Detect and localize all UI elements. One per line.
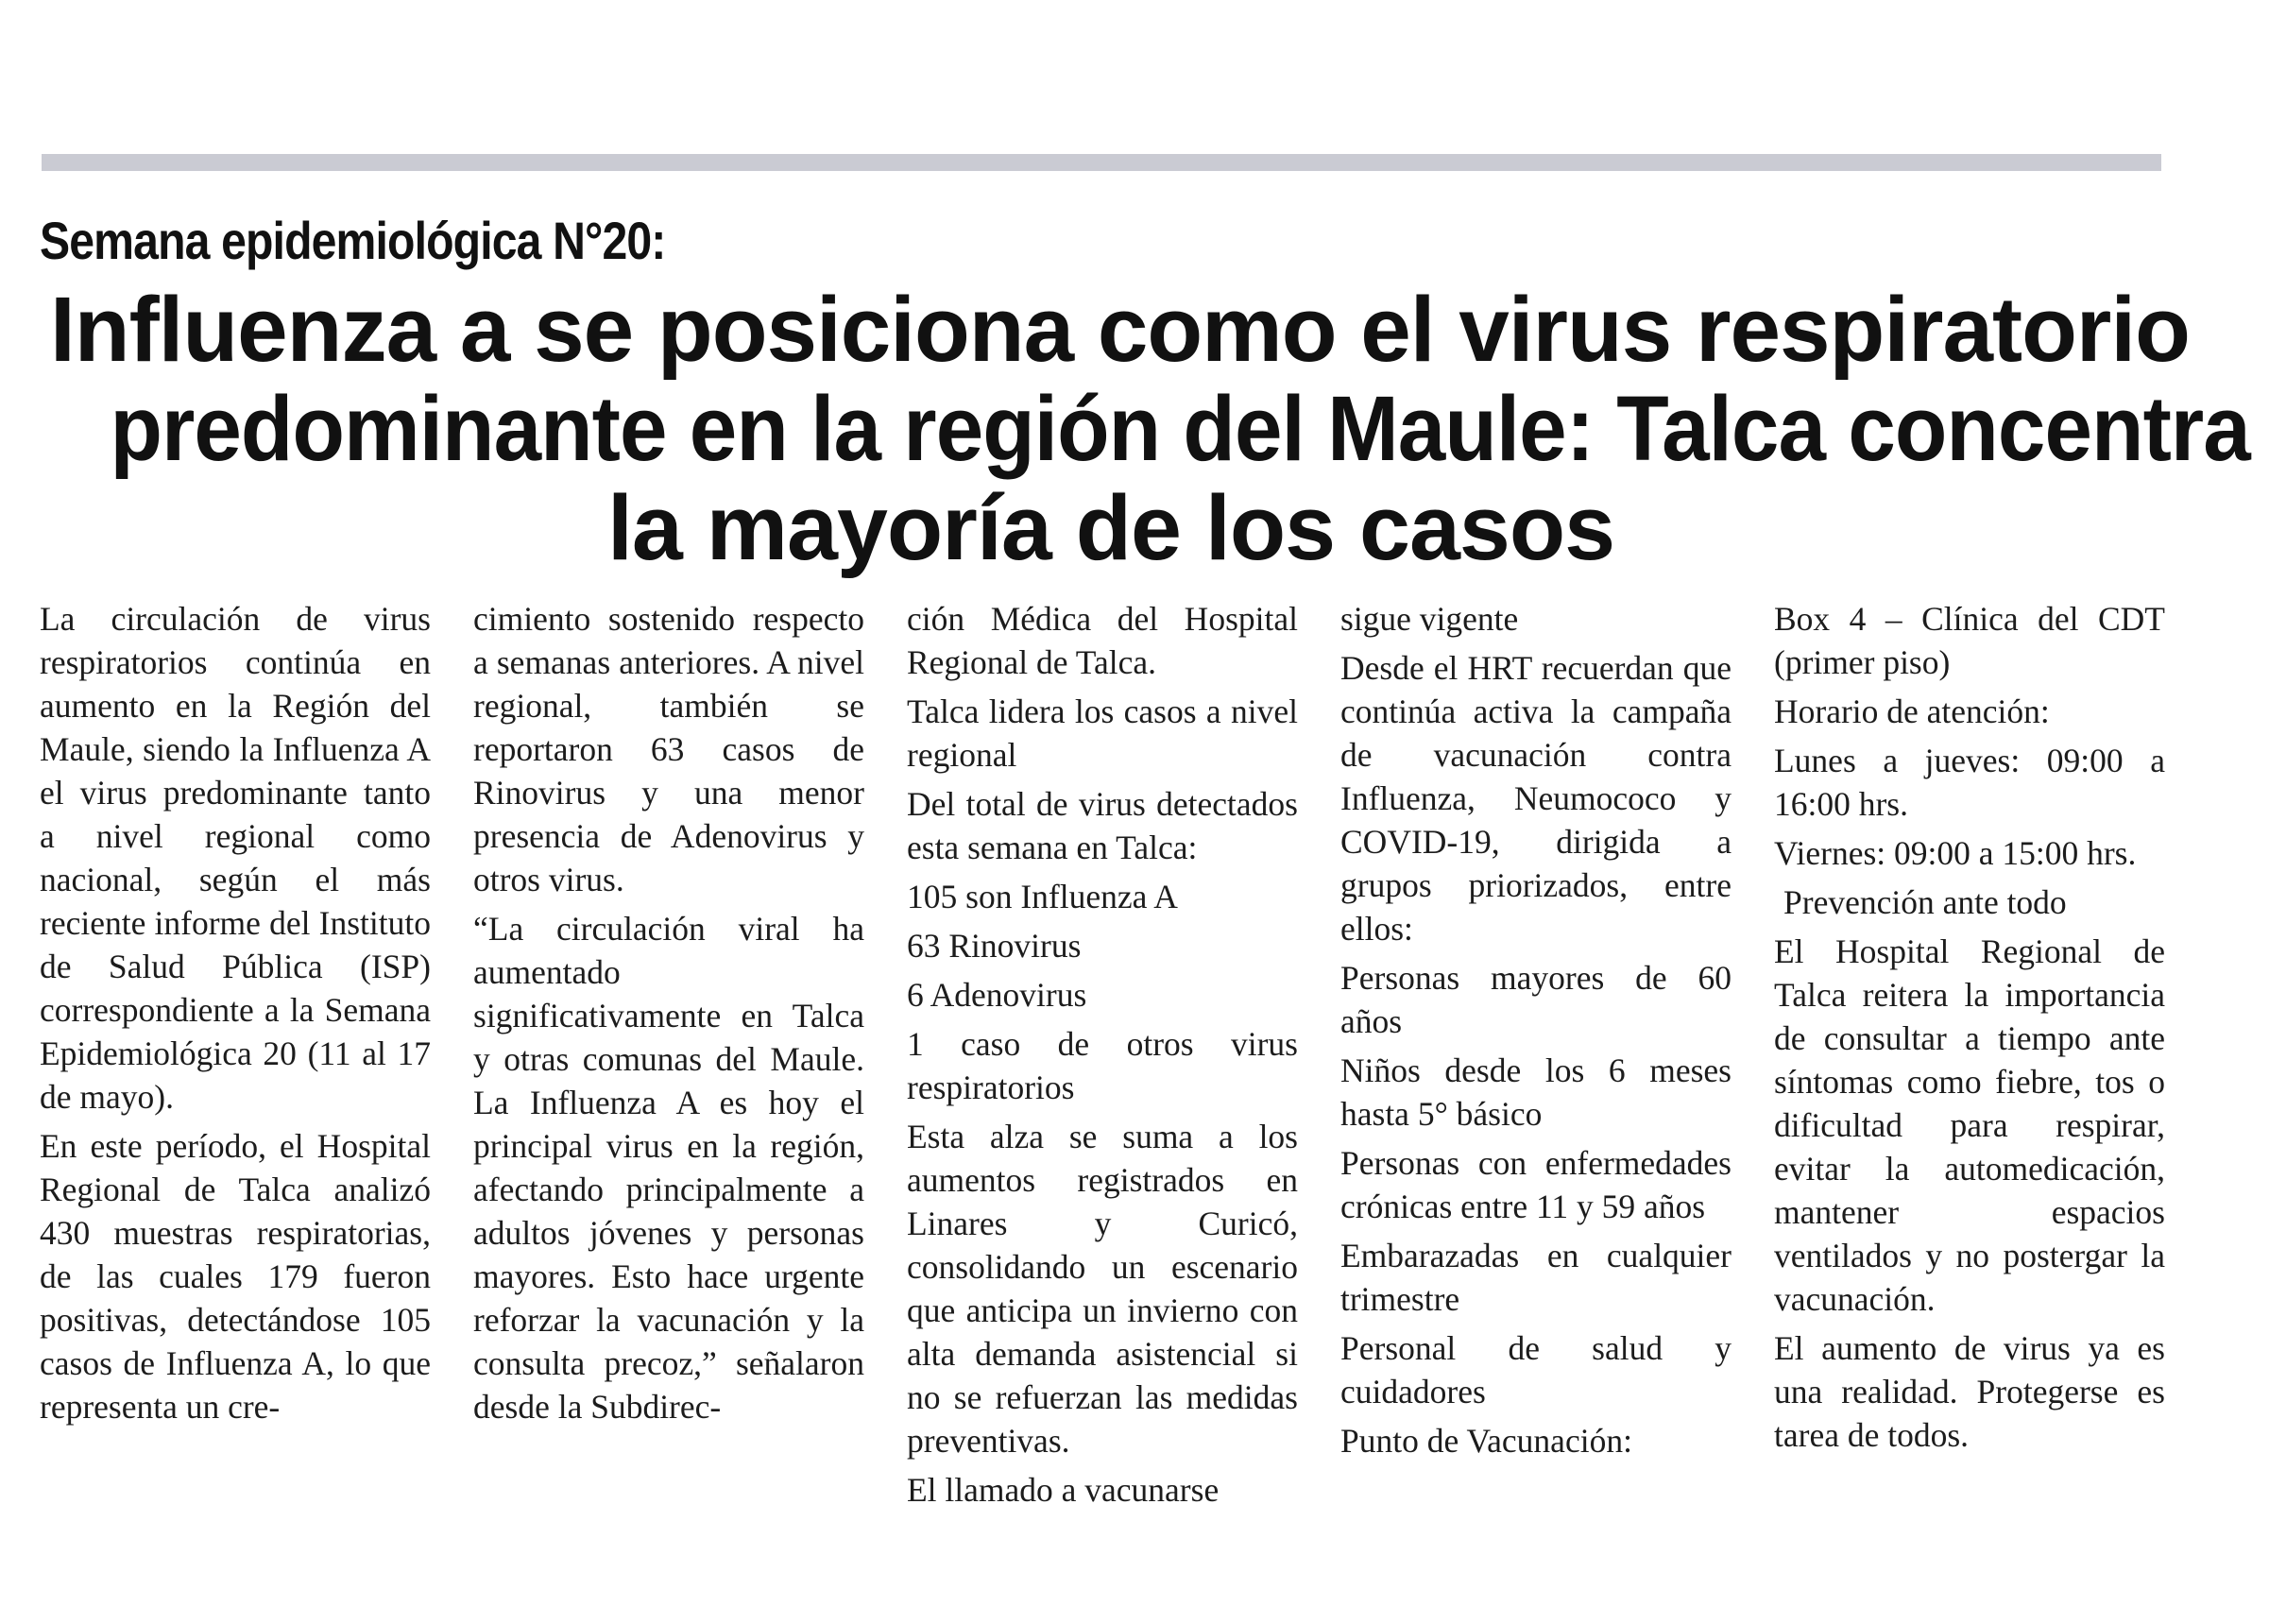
paragraph: Desde el HRT recuerdan que continúa activa la campaña de vacunación contra Influenza, Neumococo y COVID-19, dirigida a grupos priorizados, entre ellos: <box>1340 649 1732 948</box>
paragraph: La circulación de virus respiratorios continúa en aumento en la Región del Maule, siendo la Influenza A el virus predominante tanto a nivel regional como nacional, según el más reciente informe del Instituto de Salud Pública (ISP) correspondiente a la Semana Epidemiológica 20 (11 al 17 de mayo). <box>40 600 431 1116</box>
headline-line: la mayoría de los casos <box>606 476 1615 579</box>
article-column-1 <box>40 597 431 1434</box>
article-column-2 <box>473 597 864 1434</box>
article-headline <box>42 278 2250 579</box>
headline-line: predominante en la región del Maule: Talca concentra <box>110 377 2250 480</box>
list-item: Box 4 – Clínica del CDT (primer piso) <box>1774 600 2165 681</box>
article-kicker: Semana epidemiológica N°20: <box>40 211 666 270</box>
paragraph: cimiento sostenido respecto a semanas anteriores. A nivel regional, también se reportaron 63 casos de Rinovirus y una menor presencia de Adenovirus y otros virus. <box>473 600 864 898</box>
list-item: Viernes: 09:00 a 15:00 hrs. <box>1774 834 2137 872</box>
section-subhead: sigue vigente <box>1340 600 1519 638</box>
list-item: Punto de Vacunación: <box>1340 1422 1632 1460</box>
article-column-5 <box>1774 597 2165 1462</box>
list-item: Niños desde los 6 meses hasta 5° básico <box>1340 1051 1732 1133</box>
list-item: 1 caso de otros virus respiratorios <box>907 1025 1298 1106</box>
headline-line: Influenza a se posiciona como el virus respiratorio <box>50 278 2190 381</box>
paragraph: Esta alza se suma a los aumentos registrados en Linares y Curicó, consolidando un escenario que anticipa un invierno con alta demanda asistencial si no se refuerzan las medidas preventivas. <box>907 1118 1298 1460</box>
list-item: Personal de salud y cuidadores <box>1340 1329 1732 1410</box>
list-item: Personas mayores de 60 años <box>1340 959 1732 1040</box>
article-column-4 <box>1340 597 1732 1468</box>
paragraph: El Hospital Regional de Talca reitera la importancia de consultar a tiempo ante síntomas como fiebre, tos o dificultad para respirar, evitar la automedicación, mantener espacios ventilados y no postergar la vacunación. <box>1774 932 2165 1318</box>
paragraph: Del total de virus detectados esta semana en Talca: <box>907 785 1298 866</box>
list-item: 6 Adenovirus <box>907 976 1087 1014</box>
paragraph: El aumento de virus ya es una realidad. Protegerse es tarea de todos. <box>1774 1329 2165 1454</box>
list-item: Personas con enfermedades crónicas entre 11 y 59 años <box>1340 1144 1732 1225</box>
article-column-3 <box>907 597 1298 1517</box>
list-item: Lunes a jueves: 09:00 a 16:00 hrs. <box>1774 742 2165 823</box>
section-subhead: Prevención ante todo <box>1783 883 2067 921</box>
section-subhead: El llamado a vacunarse <box>907 1471 1220 1509</box>
quote-paragraph: “La circulación viral ha aumentado significativamente en Talca y otras comunas del Maule. La Influenza A es hoy el principal virus en la región, afectando principalmente a adultos jóvenes y personas mayores. Esto hace urgente reforzar la vacunación y la consulta precoz,” señalaron desde la Subdirec- <box>473 910 864 1426</box>
paragraph: ción Médica del Hospital Regional de Talca. <box>907 600 1298 681</box>
list-item: 63 Rinovirus <box>907 927 1082 965</box>
top-rule <box>42 154 2161 171</box>
list-item: 105 son Influenza A <box>907 878 1178 915</box>
list-item: Horario de atención: <box>1774 692 2050 730</box>
section-subhead: Talca lidera los casos a nivel regional <box>907 692 1298 774</box>
paragraph: En este período, el Hospital Regional de Talca analizó 430 muestras respiratorias, de las cuales 179 fueron positivas, detectándose 105 casos de Influenza A, lo que representa un cre- <box>40 1127 431 1426</box>
list-item: Embarazadas en cualquier trimestre <box>1340 1237 1732 1318</box>
